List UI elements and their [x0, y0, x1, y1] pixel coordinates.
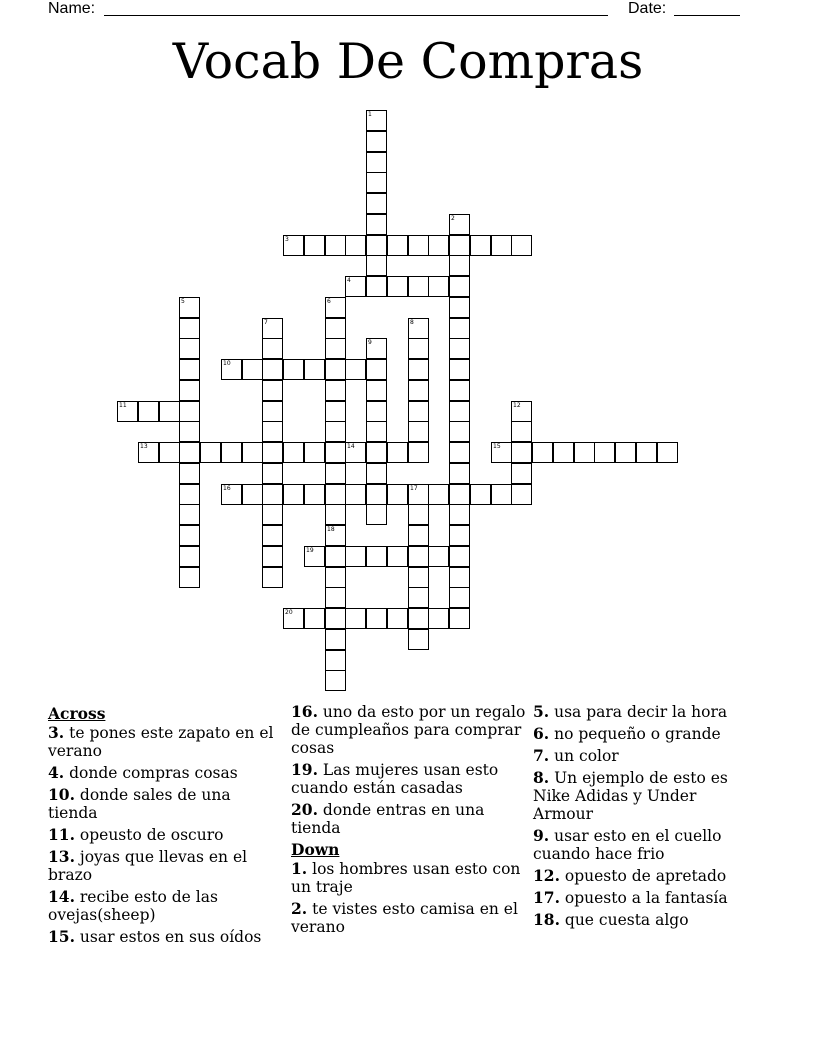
crossword-cell[interactable]: [325, 484, 346, 505]
crossword-cell[interactable]: [408, 567, 429, 588]
clue-text: Un ejemplo de esto es Nike Adidas y Under Armour: [533, 769, 728, 823]
crossword-cell[interactable]: [221, 359, 242, 380]
cell-clue-number: 7: [264, 319, 268, 326]
crossword-cell[interactable]: [345, 546, 366, 567]
crossword-cell[interactable]: [262, 401, 283, 422]
crossword-cell[interactable]: [408, 525, 429, 546]
crossword-cell[interactable]: [345, 484, 366, 505]
crossword-cell[interactable]: [179, 359, 200, 380]
crossword-cell[interactable]: [325, 421, 346, 442]
crossword-cell[interactable]: [179, 442, 200, 463]
clue-down-7: [533, 747, 753, 765]
cell-clue-number: 18: [327, 526, 335, 533]
crossword-cell[interactable]: [428, 546, 449, 567]
crossword-cell[interactable]: [283, 359, 304, 380]
clue-across-20: [291, 801, 526, 837]
cell-clue-number: 17: [410, 485, 418, 492]
clue-text: joyas que llevas en el brazo: [48, 848, 248, 884]
crossword-cell[interactable]: [179, 297, 200, 318]
crossword-cell[interactable]: [408, 338, 429, 359]
crossword-cell[interactable]: [117, 401, 138, 422]
cell-clue-number: 12: [513, 402, 521, 409]
crossword-cell[interactable]: [408, 442, 429, 463]
crossword-cell[interactable]: [366, 546, 387, 567]
clue-number: 11.: [48, 825, 75, 844]
crossword-cell[interactable]: [366, 110, 387, 131]
crossword-cell[interactable]: [283, 442, 304, 463]
crossword-cell[interactable]: [262, 421, 283, 442]
crossword-cell[interactable]: [449, 276, 470, 297]
crossword-cell[interactable]: [636, 442, 657, 463]
crossword-cell[interactable]: [449, 525, 470, 546]
crossword-cell[interactable]: [159, 442, 180, 463]
crossword-cell[interactable]: [511, 421, 532, 442]
cell-clue-number: 13: [140, 443, 148, 450]
clue-number: 16.: [291, 702, 318, 721]
crossword-cell[interactable]: [408, 401, 429, 422]
crossword-cell[interactable]: [159, 401, 180, 422]
crossword-cell[interactable]: [366, 504, 387, 525]
crossword-cell[interactable]: [470, 484, 491, 505]
clue-number: 6.: [533, 724, 550, 743]
crossword-cell[interactable]: [262, 463, 283, 484]
crossword-cell[interactable]: [262, 318, 283, 339]
clue-text: que cuesta algo: [559, 911, 689, 929]
crossword-cell[interactable]: [449, 359, 470, 380]
clue-text: un color: [549, 747, 619, 765]
crossword-cell[interactable]: [408, 380, 429, 401]
crossword-cell[interactable]: [179, 546, 200, 567]
clue-across-13: [48, 848, 283, 884]
crossword-cell[interactable]: [387, 235, 408, 256]
date-label: Date:: [628, 0, 667, 17]
clue-text: opeusto de oscuro: [74, 826, 224, 844]
crossword-cell[interactable]: [325, 608, 346, 629]
crossword-cell[interactable]: [325, 504, 346, 525]
clue-number: 4.: [48, 763, 65, 782]
crossword-cell[interactable]: [221, 484, 242, 505]
clue-text: te vistes esto camisa en el verano: [291, 900, 518, 936]
crossword-cell[interactable]: [428, 484, 449, 505]
cell-clue-number: 15: [493, 443, 501, 450]
crossword-cell[interactable]: [428, 235, 449, 256]
crossword-cell[interactable]: [304, 359, 325, 380]
cell-clue-number: 20: [285, 609, 293, 616]
clue-across-19: [291, 761, 526, 797]
crossword-cell[interactable]: [304, 442, 325, 463]
clue-text: usar estos en sus oídos: [74, 928, 262, 946]
crossword-cell[interactable]: [304, 235, 325, 256]
crossword-cell[interactable]: [325, 401, 346, 422]
clue-across-3: [48, 724, 283, 760]
crossword-cell[interactable]: [449, 546, 470, 567]
crossword-cell[interactable]: [325, 650, 346, 671]
crossword-cell[interactable]: [449, 318, 470, 339]
crossword-cell[interactable]: [325, 235, 346, 256]
clue-text: uno da esto por un regalo de cumpleaños para comprar cosas: [291, 703, 526, 757]
cell-clue-number: 14: [347, 443, 355, 450]
clue-down-6: [533, 725, 753, 743]
clue-number: 7.: [533, 746, 550, 765]
crossword-cell[interactable]: [408, 276, 429, 297]
crossword-cell[interactable]: [262, 484, 283, 505]
crossword-cell[interactable]: [242, 442, 263, 463]
crossword-cell[interactable]: [262, 380, 283, 401]
crossword-cell[interactable]: [387, 276, 408, 297]
crossword-cell[interactable]: [179, 380, 200, 401]
clue-across-4: [48, 764, 283, 782]
clue-number: 3.: [48, 723, 65, 742]
crossword-cell[interactable]: [408, 587, 429, 608]
clue-text: donde entras en una tienda: [291, 801, 485, 837]
crossword-cell[interactable]: [262, 359, 283, 380]
crossword-cell[interactable]: [594, 442, 615, 463]
crossword-cell[interactable]: [366, 421, 387, 442]
clue-down-12: [533, 867, 753, 885]
crossword-cell[interactable]: [345, 608, 366, 629]
clues-column-3: [533, 703, 753, 933]
crossword-cell[interactable]: [200, 442, 221, 463]
crossword-cell[interactable]: [325, 297, 346, 318]
crossword-cell[interactable]: [366, 214, 387, 235]
crossword-cell[interactable]: [138, 442, 159, 463]
clue-text: los hombres usan esto con un traje: [291, 860, 521, 896]
crossword-cell[interactable]: [179, 567, 200, 588]
crossword-cell[interactable]: [283, 235, 304, 256]
clue-text: donde sales de una tienda: [48, 786, 231, 822]
crossword-cell[interactable]: [366, 442, 387, 463]
crossword-cell[interactable]: [449, 421, 470, 442]
crossword-cell[interactable]: [179, 484, 200, 505]
crossword-cell[interactable]: [325, 463, 346, 484]
crossword-cell[interactable]: [532, 442, 553, 463]
clue-number: 20.: [291, 800, 318, 819]
crossword-cell[interactable]: [221, 442, 242, 463]
crossword-cell[interactable]: [283, 608, 304, 629]
crossword-cell[interactable]: [511, 484, 532, 505]
crossword-cell[interactable]: [449, 567, 470, 588]
clue-text: no pequeño o grande: [549, 725, 721, 743]
crossword-cell[interactable]: [511, 463, 532, 484]
crossword-cell[interactable]: [449, 255, 470, 276]
crossword-cell[interactable]: [179, 525, 200, 546]
crossword-cell[interactable]: [179, 338, 200, 359]
crossword-cell[interactable]: [366, 380, 387, 401]
crossword-cell[interactable]: [366, 193, 387, 214]
clue-number: 13.: [48, 847, 75, 866]
crossword-cell[interactable]: [262, 338, 283, 359]
clue-number: 1.: [291, 859, 308, 878]
crossword-cell[interactable]: [345, 359, 366, 380]
crossword-cell[interactable]: [325, 587, 346, 608]
clue-across-15: [48, 928, 283, 946]
cell-clue-number: 11: [119, 402, 127, 409]
crossword-cell[interactable]: [408, 608, 429, 629]
crossword-cell[interactable]: [511, 442, 532, 463]
crossword-cell[interactable]: [408, 546, 429, 567]
crossword-cell[interactable]: [387, 442, 408, 463]
crossword-cell[interactable]: [449, 297, 470, 318]
crossword-cell[interactable]: [449, 380, 470, 401]
clue-down-5: [533, 703, 753, 721]
crossword-cell[interactable]: [325, 525, 346, 546]
crossword-cell[interactable]: [511, 235, 532, 256]
crossword-cell[interactable]: [262, 504, 283, 525]
crossword-cell[interactable]: [366, 608, 387, 629]
crossword-cell[interactable]: [449, 587, 470, 608]
page-title: Vocab De Compras: [172, 33, 644, 90]
cell-clue-number: 6: [327, 298, 331, 305]
clue-number: 9.: [533, 826, 550, 845]
crossword-cell[interactable]: [366, 359, 387, 380]
clue-number: 12.: [533, 866, 560, 885]
crossword-cell[interactable]: [387, 608, 408, 629]
crossword-cell[interactable]: [179, 421, 200, 442]
crossword-cell[interactable]: [449, 484, 470, 505]
cell-clue-number: 10: [223, 360, 231, 367]
clue-down-17: [533, 889, 753, 907]
crossword-cell[interactable]: [428, 276, 449, 297]
crossword-cell[interactable]: [449, 235, 470, 256]
crossword-cell[interactable]: [262, 567, 283, 588]
clue-number: 2.: [291, 899, 308, 918]
clue-down-9: [533, 827, 753, 863]
crossword-cell[interactable]: [491, 442, 512, 463]
crossword-cell[interactable]: [325, 442, 346, 463]
crossword-cell[interactable]: [345, 442, 366, 463]
crossword-cell[interactable]: [366, 152, 387, 173]
crossword-cell[interactable]: [325, 670, 346, 691]
crossword-cell[interactable]: [408, 235, 429, 256]
clue-across-14: [48, 888, 283, 924]
crossword-cell[interactable]: [138, 401, 159, 422]
down-heading: Down: [291, 840, 340, 859]
crossword-cell[interactable]: [179, 401, 200, 422]
clue-across-16: [291, 703, 526, 757]
crossword-cell[interactable]: [408, 629, 429, 650]
crossword-cell[interactable]: [345, 235, 366, 256]
clue-text: opuesto a la fantasía: [559, 889, 728, 907]
clue-number: 8.: [533, 768, 550, 787]
crossword-cell[interactable]: [449, 442, 470, 463]
crossword-cell[interactable]: [449, 504, 470, 525]
clue-text: usar esto en el cuello cuando hace frio: [533, 827, 722, 863]
crossword-cell[interactable]: [325, 629, 346, 650]
crossword-cell[interactable]: [366, 484, 387, 505]
crossword-cell[interactable]: [325, 359, 346, 380]
cell-clue-number: 3: [285, 236, 289, 243]
clues-column-2: [291, 703, 526, 940]
clue-number: 5.: [533, 702, 550, 721]
crossword-cell[interactable]: [408, 504, 429, 525]
cell-clue-number: 2: [451, 215, 455, 222]
crossword-cell[interactable]: [574, 442, 595, 463]
crossword-cell[interactable]: [366, 463, 387, 484]
clue-across-11: [48, 826, 283, 844]
crossword-cell[interactable]: [366, 172, 387, 193]
crossword-cell[interactable]: [387, 484, 408, 505]
crossword-cell[interactable]: [553, 442, 574, 463]
clue-number: 18.: [533, 910, 560, 929]
clues-column-1: [48, 703, 283, 950]
crossword-cell[interactable]: [262, 525, 283, 546]
crossword-cell[interactable]: [325, 318, 346, 339]
crossword-cell[interactable]: [449, 608, 470, 629]
crossword-cell[interactable]: [283, 484, 304, 505]
crossword-cell[interactable]: [366, 276, 387, 297]
clue-text: donde compras cosas: [64, 764, 238, 782]
clue-text: Las mujeres usan esto cuando están casadas: [291, 761, 499, 797]
crossword-cell[interactable]: [366, 131, 387, 152]
clue-down-8: [533, 769, 753, 823]
crossword-cell[interactable]: [449, 338, 470, 359]
crossword-cell[interactable]: [366, 235, 387, 256]
crossword-cell[interactable]: [428, 608, 449, 629]
crossword-cell[interactable]: [511, 401, 532, 422]
cell-clue-number: 16: [223, 485, 231, 492]
cell-clue-number: 1: [368, 111, 372, 118]
clue-number: 15.: [48, 927, 75, 946]
crossword-cell[interactable]: [449, 214, 470, 235]
crossword-cell[interactable]: [242, 359, 263, 380]
crossword-cell[interactable]: [366, 338, 387, 359]
crossword-cell[interactable]: [242, 484, 263, 505]
clue-number: 19.: [291, 760, 318, 779]
crossword-cell[interactable]: [179, 463, 200, 484]
crossword-cell[interactable]: [615, 442, 636, 463]
clue-number: 17.: [533, 888, 560, 907]
clue-down-1: [291, 860, 526, 896]
crossword-cell[interactable]: [304, 546, 325, 567]
crossword-cell[interactable]: [491, 484, 512, 505]
clue-text: usa para decir la hora: [549, 703, 728, 721]
crossword-cell[interactable]: [449, 463, 470, 484]
crossword-cell[interactable]: [325, 546, 346, 567]
crossword-cell[interactable]: [449, 401, 470, 422]
cell-clue-number: 5: [181, 298, 185, 305]
across-heading: Across: [48, 704, 106, 723]
crossword-cell[interactable]: [387, 546, 408, 567]
name-label: Name:: [48, 0, 96, 17]
cell-clue-number: 8: [410, 319, 414, 326]
crossword-cell[interactable]: [262, 442, 283, 463]
cell-clue-number: 9: [368, 339, 372, 346]
cell-clue-number: 4: [347, 277, 351, 284]
clue-across-10: [48, 786, 283, 822]
clue-text: te pones este zapato en el verano: [48, 724, 274, 760]
clue-text: recibe esto de las ovejas(sheep): [48, 888, 218, 924]
crossword-cell[interactable]: [366, 255, 387, 276]
crossword-cell[interactable]: [491, 235, 512, 256]
clue-text: opuesto de apretado: [559, 867, 727, 885]
clue-down-18: [533, 911, 753, 929]
cell-clue-number: 19: [306, 547, 314, 554]
crossword-cell[interactable]: [304, 484, 325, 505]
crossword-cell[interactable]: [262, 546, 283, 567]
crossword-cell[interactable]: [408, 318, 429, 339]
crossword-cell[interactable]: [325, 338, 346, 359]
crossword-cell[interactable]: [325, 380, 346, 401]
crossword-cell[interactable]: [470, 235, 491, 256]
crossword-cell[interactable]: [304, 608, 325, 629]
crossword-cell[interactable]: [325, 567, 346, 588]
crossword-cell[interactable]: [179, 318, 200, 339]
crossword-cell[interactable]: [366, 401, 387, 422]
clue-number: 10.: [48, 785, 75, 804]
clue-number: 14.: [48, 887, 75, 906]
crossword-cell[interactable]: [408, 359, 429, 380]
crossword-cell[interactable]: [179, 504, 200, 525]
crossword-cell[interactable]: [657, 442, 678, 463]
crossword-cell[interactable]: [345, 276, 366, 297]
crossword-cell[interactable]: [408, 484, 429, 505]
clue-down-2: [291, 900, 526, 936]
crossword-cell[interactable]: [408, 421, 429, 442]
